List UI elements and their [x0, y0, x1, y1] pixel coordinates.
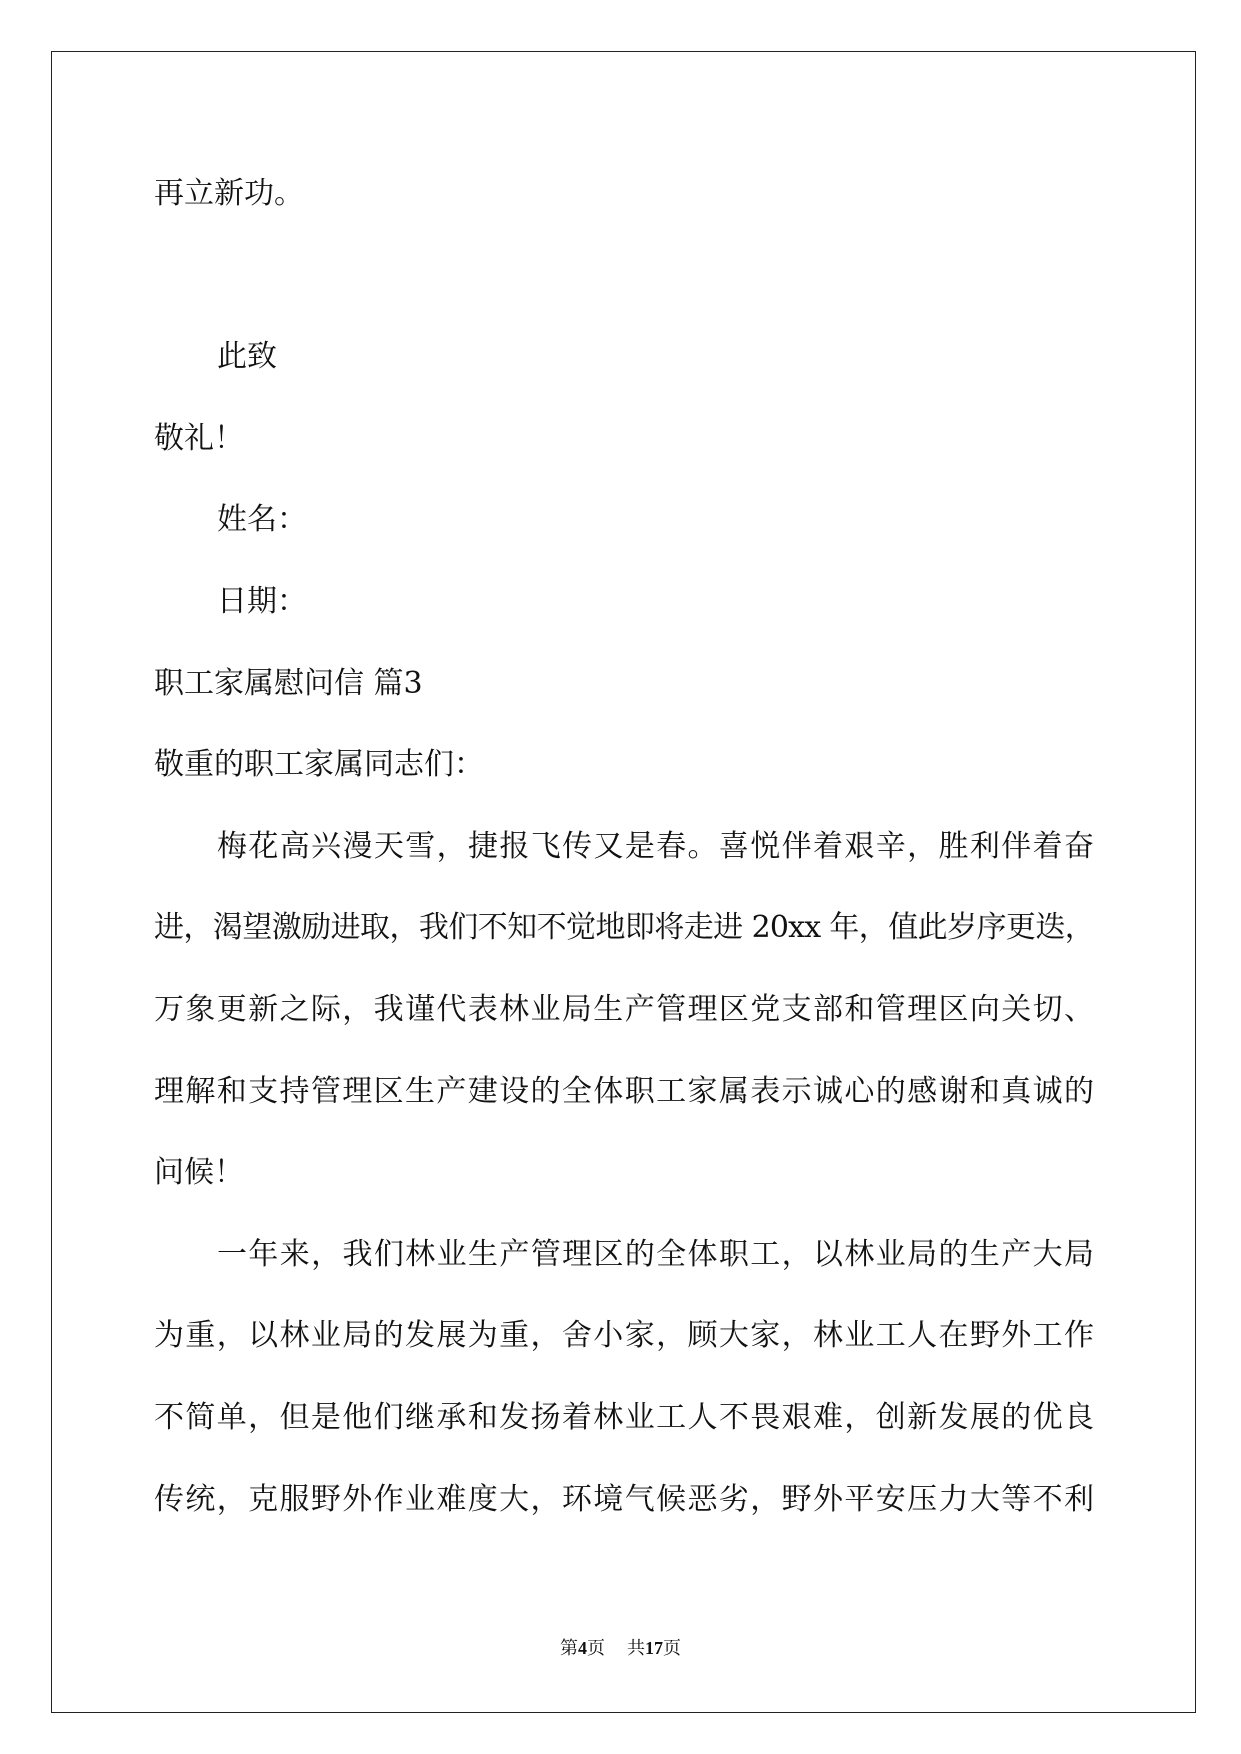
- paragraph-line: 万象更新之际，我谨代表林业局生产管理区党支部和管理区向关切、: [154, 991, 1094, 1027]
- page-prefix: 第: [560, 1638, 578, 1658]
- paragraph-line: 进，渴望激励进取，我们不知不觉地即将走进 20xx 年，值此岁序更迭，: [154, 910, 1094, 946]
- section-heading: 职工家属慰问信 篇3: [154, 665, 423, 701]
- salutation-jingli: 敬礼！: [154, 420, 244, 456]
- paragraph-line: 为重，以林业局的发展为重，舍小家，顾大家，林业工人在野外工作: [154, 1318, 1094, 1354]
- paragraph-line: 传统，克服野外作业难度大，环境气候恶劣，野外平安压力大等不利: [154, 1481, 1094, 1517]
- paragraph-line: 一年来，我们林业生产管理区的全体职工，以林业局的生产大局: [217, 1236, 1094, 1272]
- document-body: [154, 153, 1094, 1540]
- paragraph-line: 理解和支持管理区生产建设的全体职工家属表示诚心的感谢和真诚的: [154, 1073, 1094, 1109]
- paragraph-line: 不简单，但是他们继承和发扬着林业工人不畏艰难，创新发展的优良: [154, 1399, 1094, 1435]
- current-page-number: 4: [578, 1638, 587, 1658]
- closing-line: 再立新功。: [154, 176, 304, 211]
- page-footer: [0, 1636, 1241, 1660]
- page-unit: 页: [587, 1638, 605, 1658]
- paragraph-line: 梅花高兴漫天雪，捷报飞传又是春。喜悦伴着艰辛，胜利伴着奋: [217, 828, 1094, 864]
- name-label: 姓名：: [217, 502, 307, 538]
- total-unit: 页: [663, 1638, 681, 1658]
- salutation-cizhi: 此致: [217, 339, 277, 375]
- paragraph-line: 问候！: [154, 1155, 244, 1191]
- total-pages-number: 17: [645, 1638, 663, 1658]
- letter-greeting: 敬重的职工家属同志们：: [154, 747, 484, 783]
- blank-line: [154, 235, 1094, 317]
- total-prefix: 共: [627, 1638, 645, 1658]
- date-label: 日期：: [217, 583, 307, 619]
